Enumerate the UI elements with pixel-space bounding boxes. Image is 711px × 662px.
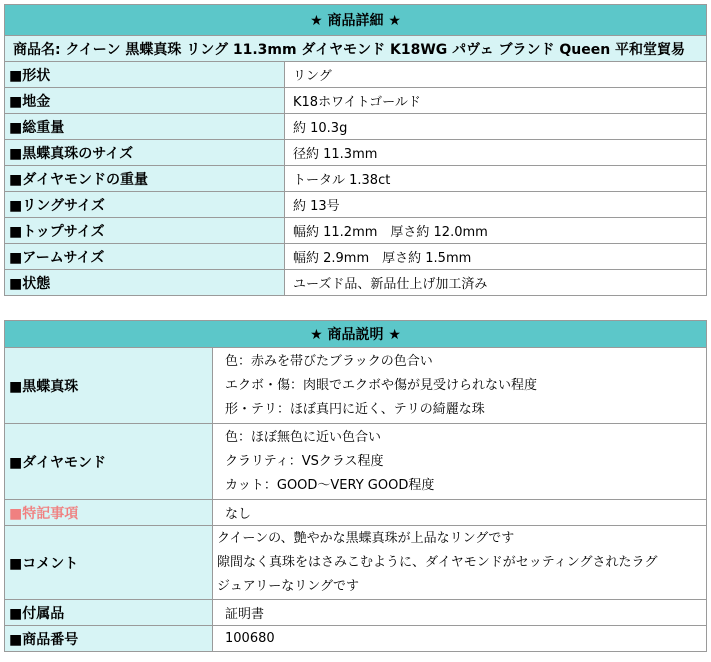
pearl-shape-line: 形・テリ：ほぼ真円に近く、テリの綺麗な珠 — [225, 401, 485, 417]
diamond-color-line: 色：ほぼ無色に近い色合い — [225, 429, 382, 445]
detail-label: ■状態 — [5, 270, 285, 296]
desc-row-pearl — [5, 348, 707, 424]
detail-value: トータル 1.38ct — [285, 166, 707, 192]
detail-label: ■総重量 — [5, 114, 285, 140]
detail-value: ユーズド品、新品仕上げ加工済み — [285, 270, 707, 296]
detail-label: ■ダイヤモンドの重量 — [5, 166, 285, 192]
detail-label: ■リングサイズ — [5, 192, 285, 218]
detail-label: ■トップサイズ — [5, 218, 285, 244]
pearl-blemish-line: エクボ・傷：肉眼でエクボや傷が見受けられない程度 — [225, 377, 538, 393]
detail-row-shape — [5, 62, 707, 88]
desc-row-product-no — [5, 626, 707, 652]
detail-row-ring-size — [5, 192, 707, 218]
product-description-table — [4, 320, 707, 652]
desc-row-comment — [5, 526, 707, 600]
detail-label: ■アームサイズ — [5, 244, 285, 270]
detail-value: 約 10.3g — [285, 114, 707, 140]
detail-label: ■地金 — [5, 88, 285, 114]
detail-value: 径約 11.3mm — [285, 140, 707, 166]
desc-value — [213, 424, 707, 500]
desc-label: ■商品番号 — [5, 626, 213, 652]
desc-value: 証明書 — [213, 600, 707, 626]
desc-label: ■付属品 — [5, 600, 213, 626]
description-header: ★ 商品説明 ★ — [5, 321, 707, 348]
detail-row-top-size — [5, 218, 707, 244]
desc-value: 100680 — [213, 626, 707, 652]
detail-row-weight — [5, 114, 707, 140]
desc-value — [213, 526, 707, 600]
detail-value: K18ホワイトゴールド — [285, 88, 707, 114]
comment-line: 隙間なく真珠をはさみこむように、ダイヤモンドがセッティングされたラグ — [217, 554, 658, 570]
pearl-color-line: 色：赤みを帯びたブラックの色合い — [225, 353, 433, 369]
desc-label: ■黒蝶真珠 — [5, 348, 213, 424]
desc-label: ■コメント — [5, 526, 213, 600]
product-name: 商品名: クイーン 黒蝶真珠 リング 11.3mm ダイヤモンド K18WG パヴェ ブランド Queen 平和堂貿易 — [5, 36, 707, 62]
detail-label: ■形状 — [5, 62, 285, 88]
desc-value: なし — [213, 500, 707, 526]
desc-row-diamond — [5, 424, 707, 500]
diamond-cut-line: カット：GOOD～VERY GOOD程度 — [225, 477, 435, 493]
desc-row-special — [5, 500, 707, 526]
product-details-table — [4, 4, 707, 296]
desc-label: ■ダイヤモンド — [5, 424, 213, 500]
details-header: ★ 商品詳細 ★ — [5, 5, 707, 36]
detail-row-condition — [5, 270, 707, 296]
detail-value: 幅約 11.2mm 厚さ約 12.0mm — [285, 218, 707, 244]
detail-value: 幅約 2.9mm 厚さ約 1.5mm — [285, 244, 707, 270]
desc-value — [213, 348, 707, 424]
detail-row-pearl-size — [5, 140, 707, 166]
detail-row-diamond-weight — [5, 166, 707, 192]
diamond-clarity-line: クラリティ：VSクラス程度 — [225, 453, 384, 469]
detail-row-metal — [5, 88, 707, 114]
desc-row-accessories — [5, 600, 707, 626]
desc-label-special: ■特記事項 — [5, 500, 213, 526]
detail-value: 約 13号 — [285, 192, 707, 218]
detail-value: リング — [285, 62, 707, 88]
comment-line: クイーンの、艶やかな黒蝶真珠が上品なリングです — [217, 530, 515, 546]
detail-row-arm-size — [5, 244, 707, 270]
detail-label: ■黒蝶真珠のサイズ — [5, 140, 285, 166]
comment-line: ジュアリーなリングです — [217, 578, 359, 594]
